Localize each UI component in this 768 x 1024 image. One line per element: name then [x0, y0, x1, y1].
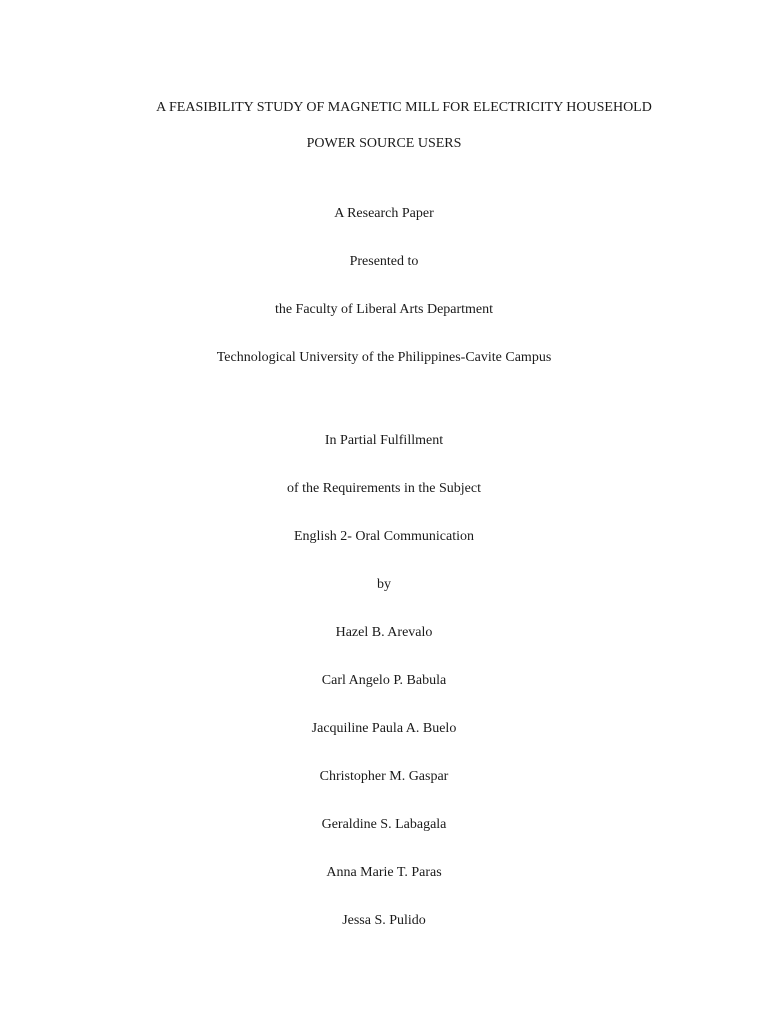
university: Technological University of the Philippines-Cavite Campus: [216, 350, 552, 365]
title-line-2: POWER SOURCE USERS: [306, 136, 462, 151]
author-name: Jessa S. Pulido: [342, 913, 426, 928]
author-name: Anna Marie T. Paras: [326, 865, 442, 880]
author-name: Geraldine S. Labagala: [321, 817, 447, 832]
author-name: Christopher M. Gaspar: [319, 769, 449, 784]
paper-type: A Research Paper: [334, 206, 434, 221]
author-name: Carl Angelo P. Babula: [321, 673, 447, 688]
faculty: the Faculty of Liberal Arts Department: [274, 302, 494, 317]
fulfillment-line-2: of the Requirements in the Subject: [286, 481, 481, 496]
author-name: Hazel B. Arevalo: [335, 625, 433, 640]
subject: English 2- Oral Communication: [293, 529, 475, 544]
title-line-1: A FEASIBILITY STUDY OF MAGNETIC MILL FOR ELECTRICITY HOUSEHOLD: [156, 100, 652, 115]
fulfillment-line-1: In Partial Fulfillment: [324, 433, 444, 448]
author-name: Jacquiline Paula A. Buelo: [311, 721, 457, 736]
presented-to: Presented to: [349, 254, 419, 269]
by-label: by: [377, 577, 391, 592]
